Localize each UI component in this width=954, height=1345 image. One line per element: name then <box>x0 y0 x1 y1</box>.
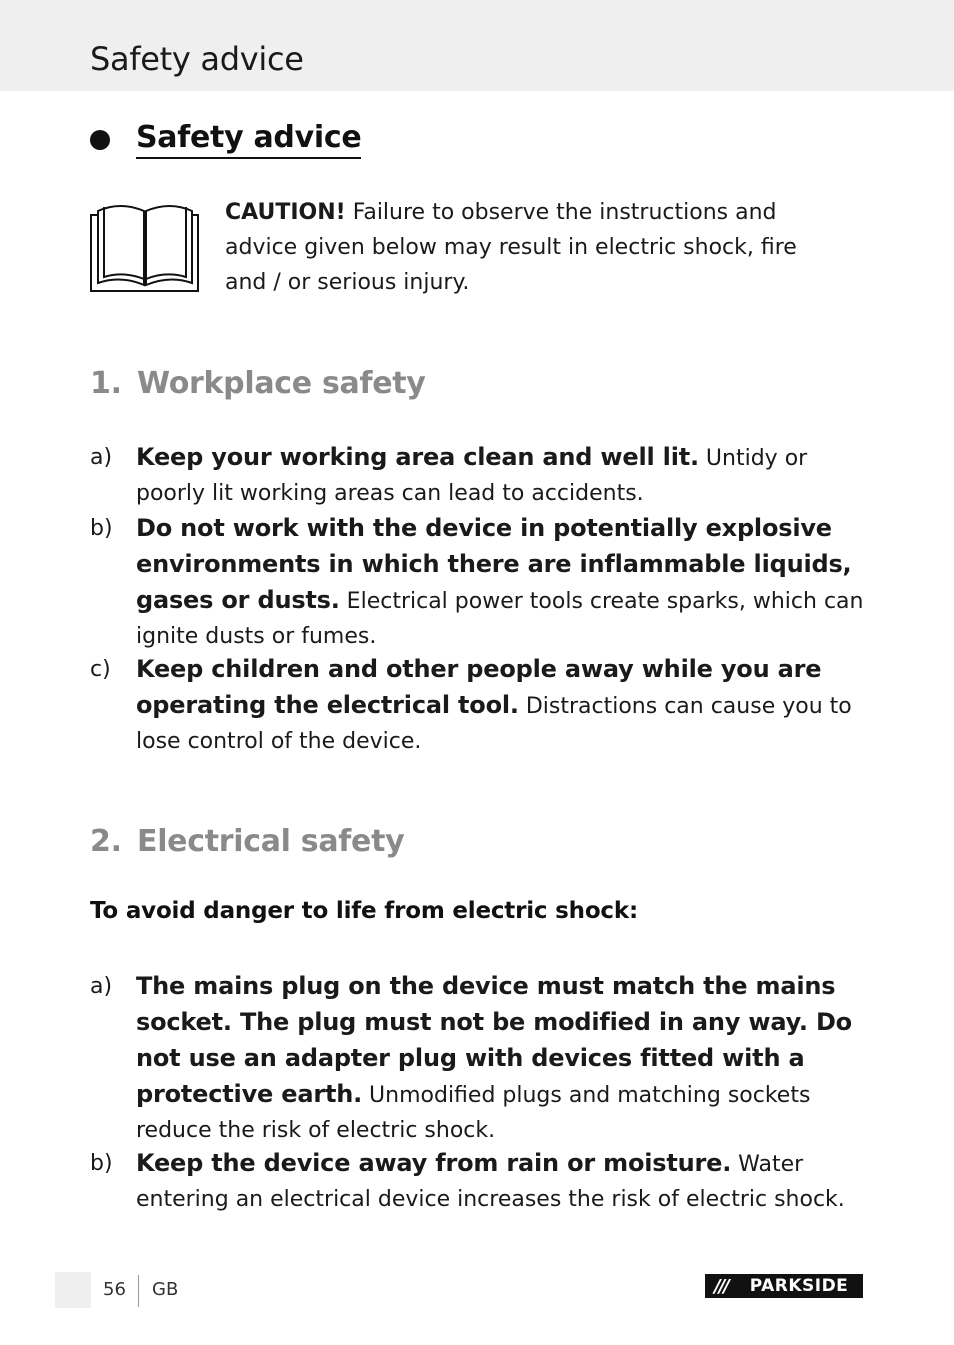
manual-book-icon <box>90 199 200 294</box>
item-bold: Keep the device away from rain or moisture. <box>136 1149 732 1177</box>
brand-name-frame <box>737 1276 861 1296</box>
electrical-number: 2. <box>90 824 122 859</box>
footer-page-marker <box>55 1272 91 1308</box>
item-bold: Keep your working area clean and well lit. <box>136 443 699 471</box>
workplace-title: Workplace safety <box>137 366 426 401</box>
item-text: Water entering an electrical device increases the risk of electric shock. <box>136 1152 845 1212</box>
caution-body: Failure to observe the instructions and advice given below may result in electric shock, fire and / or serious injury. <box>225 200 797 295</box>
item-letter: b) <box>90 516 113 541</box>
item-text: Untidy or poorly lit working areas can lead to accidents. <box>136 446 808 506</box>
brand-slashes-icon: /// <box>705 1276 737 1297</box>
item-bold: Keep children and other people away while you are operating the electrical tool. <box>136 655 822 719</box>
brand-name: PARKSIDE <box>737 1276 861 1296</box>
electrical-heading <box>90 824 404 859</box>
item-letter: a) <box>90 445 113 470</box>
list-item <box>90 1146 870 1217</box>
item-text: Distractions can cause you to lose control of the device. <box>136 694 852 754</box>
item-text: Unmodified plugs and matching sockets reduce the risk of electric shock. <box>136 1083 811 1143</box>
list-item <box>90 440 870 511</box>
list-item <box>90 652 870 759</box>
item-letter: b) <box>90 1151 113 1176</box>
electrical-intro: To avoid danger to life from electric shock: <box>90 898 638 924</box>
item-text: Electrical power tools create sparks, which can ignite dusts or fumes. <box>136 589 864 649</box>
caution-notice <box>225 195 825 300</box>
page-number: 56 <box>103 1279 126 1300</box>
section-title: Safety advice <box>136 120 361 159</box>
workplace-number: 1. <box>90 366 122 401</box>
list-item <box>90 511 870 654</box>
electrical-title: Electrical safety <box>137 824 405 859</box>
workplace-heading <box>90 366 426 401</box>
item-letter: a) <box>90 974 113 999</box>
bullet-icon <box>90 130 110 150</box>
item-bold: Do not work with the device in potentially explosive environments in which there are inflammable liquids, gases or dusts. <box>136 514 852 614</box>
language-code: GB <box>152 1279 179 1300</box>
page-title: Safety advice <box>90 40 304 78</box>
brand-logo <box>705 1274 863 1298</box>
footer-divider <box>138 1275 139 1307</box>
section-heading <box>90 120 361 159</box>
item-letter: c) <box>90 657 111 682</box>
caution-label: CAUTION! <box>225 200 346 225</box>
item-bold: The mains plug on the device must match the mains socket. The plug must not be modified in any way. Do not use an adapter plug with devices fitted with a protective earth. <box>136 972 852 1108</box>
list-item <box>90 969 870 1148</box>
